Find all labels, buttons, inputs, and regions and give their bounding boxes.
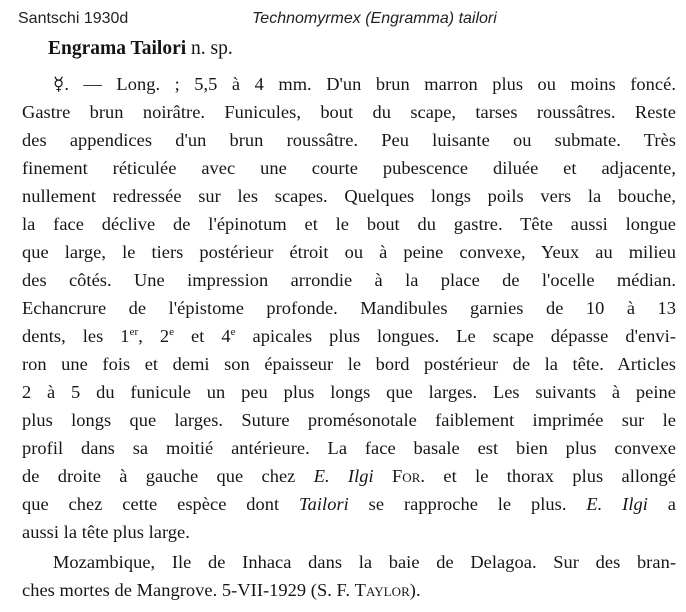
text-line: ches mortes de Mangrove. 5-VII-1929 (S. F. Taylor). [22, 580, 421, 600]
species-citation: E. Ilgi [586, 494, 648, 514]
header-source-label: Santschi 1930d [18, 10, 129, 27]
ordinal-superscript: er [129, 326, 139, 338]
text-line: des appendices d'un brun roussâtre. Peu luisante ou submate. Très [22, 130, 676, 150]
text-line: Gastre brun noirâtre. Funicules, bout du scape, tarses roussâtres. Reste [22, 102, 676, 122]
text-line: ron une fois et demi son épaisseur le bord postérieur de la tête. Articles [22, 354, 676, 374]
species-name: Engrama Tailori [48, 38, 187, 59]
text-line: que chez cette espèce dont Tailori se rapproche le plus. E. Ilgi a [22, 494, 676, 514]
text-line: finement réticulée avec une courte pubescence diluée et adjacente, [22, 158, 676, 178]
text-line: que large, le tiers postérieur étroit ou à peine convexe, Yeux au milieu [22, 242, 676, 262]
ordinal-superscript: e [230, 326, 236, 338]
text-line: profil dans sa moitié antérieure. La face basale est bien plus convexe [22, 438, 676, 458]
text-line: Echancrure de l'épistome profonde. Mandibules garnies de 10 à 13 [22, 298, 676, 318]
header-taxon-label: Technomyrmex (Engramma) tailori [252, 10, 497, 27]
text-line: plus longs que larges. Suture promésonotale faiblement imprimée sur le [22, 410, 676, 430]
text-line: Mozambique, Ile de Inhaca dans la baie de Delagoa. Sur des bran- [53, 552, 676, 572]
text-line: de droite à gauche que chez E. Ilgi For. et le thorax plus allongé [22, 466, 676, 486]
author-abbreviation: For. [391, 466, 426, 486]
text-line: 2 à 5 du funicule un peu plus longs que larges. Les suivants à peine [22, 382, 676, 402]
text-line: la face déclive de l'épinotum et le bout du gastre. Tête aussi longue [22, 214, 676, 234]
collector-name: Taylor [354, 580, 410, 600]
species-citation: E. Ilgi [313, 466, 374, 486]
ordinal-superscript: e [169, 326, 175, 338]
text-line: des côtés. Une impression arrondie à la place de l'ocelle médian. [22, 270, 676, 290]
text-line: dents, les 1er, 2e et 4e apicales plus longues. Le scape dépasse d'envi- [22, 326, 676, 346]
text-line: nullement redressée sur les scapes. Quelques longs poils vers la bouche, [22, 186, 676, 206]
species-citation: Tailori [299, 494, 349, 514]
text-line: aussi la tête plus large. [22, 522, 190, 542]
worker-caste-symbol: ☿ [53, 74, 65, 94]
species-heading [48, 38, 233, 60]
species-status: n. sp. [191, 38, 233, 59]
text-line: ☿. — Long. ; 5,5 à 4 mm. D'un brun marron plus ou moins foncé. [53, 74, 676, 94]
